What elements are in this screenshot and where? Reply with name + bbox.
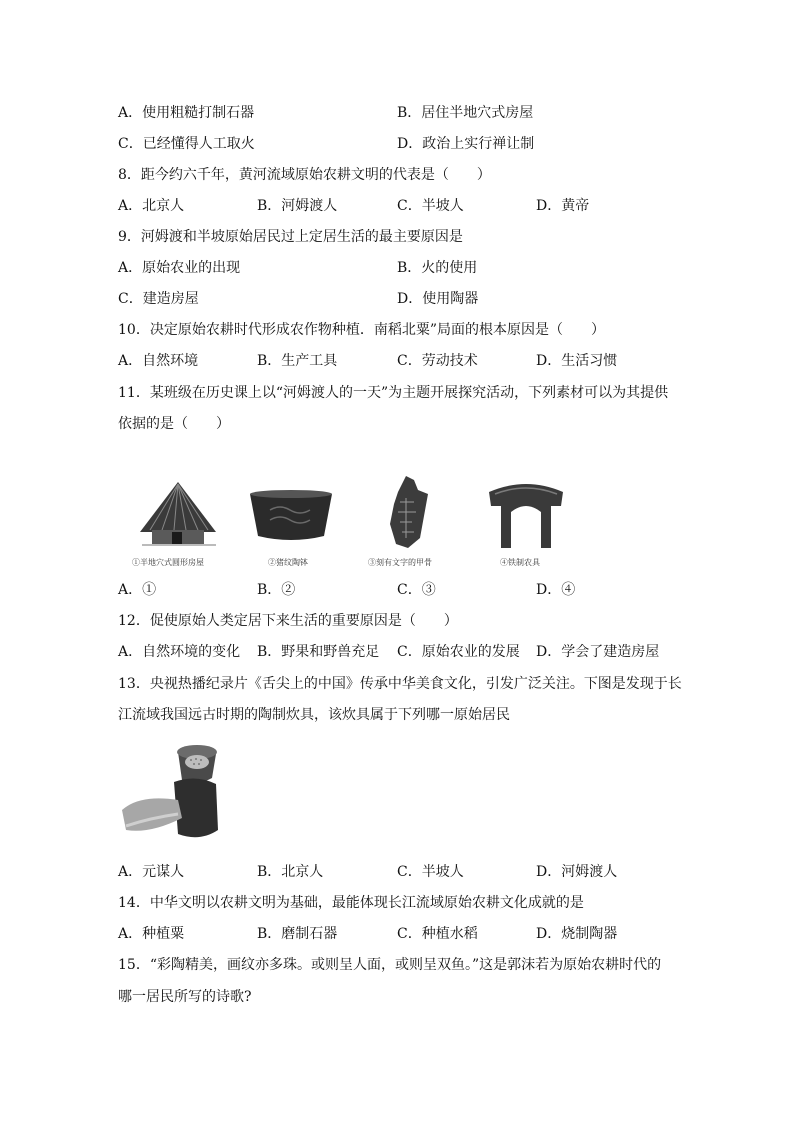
oracle-bone-image <box>384 474 434 550</box>
pottery-bowl-image <box>248 488 334 546</box>
q9-option-d: D．使用陶器 <box>397 291 479 307</box>
q11-option-a: A．① <box>118 582 157 598</box>
q9-option-c: C．建造房屋 <box>118 291 199 307</box>
question-9-stem: 9．河姆渡和半坡原始居民过上定居生活的最主要原因是 <box>118 229 463 245</box>
question-10-stem: 10．决定原始农耕时代形成农作物种植．南稻北粟”局面的根本原因是（ ） <box>118 322 605 338</box>
q8-option-b: B．河姆渡人 <box>257 198 338 214</box>
q13-option-a: A．元谋人 <box>118 864 185 880</box>
question-13-stem-line2: 江流域我国远古时期的陶制炊具，该炊具属于下列哪一原始居民 <box>118 707 510 723</box>
q12-option-d: D．学会了建造房屋 <box>536 644 660 660</box>
q8-option-c: C．半坡人 <box>397 198 464 214</box>
q10-option-b: B．生产工具 <box>257 353 338 369</box>
pottery-cooker-image <box>120 738 224 844</box>
q14-option-b: B．磨制石器 <box>257 926 338 942</box>
question-13-stem-line1: 13．央视热播纪录片《舌尖上的中国》传承中华美食文化，引发广泛关注。下图是发现于长 <box>118 676 682 692</box>
round-house-image <box>136 478 220 552</box>
question-14-stem: 14．中华文明以农耕文明为基础，最能体现长江流域原始农耕文化成就的是 <box>118 895 584 911</box>
q13-option-d: D．河姆渡人 <box>536 864 618 880</box>
q14-option-c: C．种植水稻 <box>397 926 478 942</box>
q9-option-a: A．原始农业的出现 <box>118 260 241 276</box>
question-11-stem-line2: 依据的是（ ） <box>118 416 230 432</box>
q10-option-a: A．自然环境 <box>118 353 199 369</box>
option-a: A．使用粗糙打制石器 <box>118 105 255 121</box>
q8-option-a: A．北京人 <box>118 198 185 214</box>
option-c: C．已经懂得人工取火 <box>118 136 255 152</box>
question-8-stem: 8．距今约六千年，黄河流域原始农耕文明的代表是（ ） <box>118 167 491 183</box>
option-d: D．政治上实行禅让制 <box>397 136 535 152</box>
option-b: B．居住半地穴式房屋 <box>397 105 534 121</box>
figure-caption-3: ③刻有文字的甲骨 <box>368 558 432 567</box>
figure-caption-4: ④铁制农具 <box>500 558 540 567</box>
q13-option-b: B．北京人 <box>257 864 324 880</box>
figure-caption-2: ②猪纹陶钵 <box>268 558 308 567</box>
question-15-stem-line2: 哪一居民所写的诗歌? <box>118 989 252 1005</box>
q10-option-d: D．生活习惯 <box>536 353 618 369</box>
q11-option-b: B．② <box>257 582 296 598</box>
q14-option-a: A．种植粟 <box>118 926 185 942</box>
q10-option-c: C．劳动技术 <box>397 353 478 369</box>
q12-option-a: A．自然环境的变化 <box>118 644 241 660</box>
q11-option-c: C．③ <box>397 582 436 598</box>
q12-option-c: C．原始农业的发展 <box>397 644 520 660</box>
iron-tool-image <box>485 476 567 550</box>
q14-option-d: D．烧制陶器 <box>536 926 618 942</box>
question-15-stem-line1: 15．“彩陶精美，画纹亦多珠。或则呈人面，或则呈双鱼。”这是郭沫若为原始农耕时代的 <box>118 957 662 973</box>
q8-option-d: D．黄帝 <box>536 198 590 214</box>
question-12-stem: 12．促使原始人类定居下来生活的重要原因是（ ） <box>118 613 458 629</box>
q11-option-d: D．④ <box>536 582 576 598</box>
q13-option-c: C．半坡人 <box>397 864 464 880</box>
q12-option-b: B．野果和野兽充足 <box>257 644 380 660</box>
figure-caption-1: ①半地穴式圆形房屋 <box>132 558 204 567</box>
question-11-stem-line1: 11．某班级在历史课上以“河姆渡人的一天”为主题开展探究活动，下列素材可以为其提供 <box>118 385 669 401</box>
q9-option-b: B．火的使用 <box>397 260 478 276</box>
